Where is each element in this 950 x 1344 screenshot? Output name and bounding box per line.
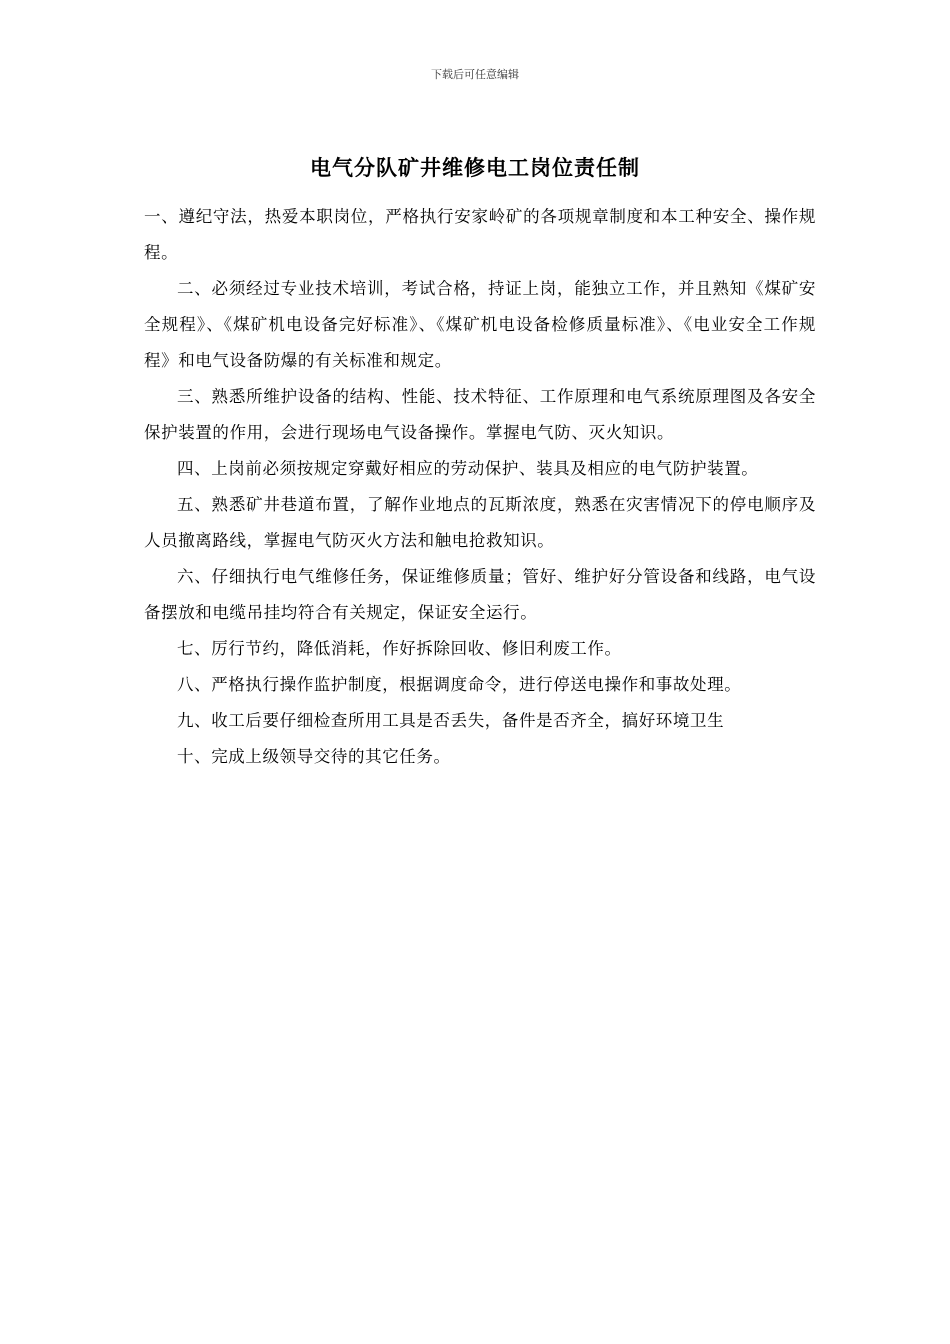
paragraph-7: 七、厉行节约，降低消耗，作好拆除回收、修旧利废工作。: [177, 639, 622, 658]
paragraph-2: 二、必须经过专业技术培训，考试合格，持证上岗，能独立工作，并且熟知《煤矿安全规程》、《煤矿机电设备完好标准》、《煤矿机电设备检修质量标准》、《电业安全工作规程》和电气设备防爆的有关标准和规定。: [144, 279, 816, 370]
paragraph-9: 九、收工后要仔细检查所用工具是否丢失，备件是否齐全，搞好环境卫生: [177, 711, 725, 730]
paragraph-8: 八、严格执行操作监护制度，根据调度命令，进行停送电操作和事故处理。: [177, 675, 742, 694]
paragraph-3: 三、熟悉所维护设备的结构、性能、技术特征、工作原理和电气系统原理图及各安全保护装置的作用，会进行现场电气设备操作。掌握电气防、灭火知识。: [144, 387, 816, 442]
document-body: [144, 199, 816, 775]
header-note: 下载后可任意编辑: [431, 68, 519, 81]
paragraph-5: 五、熟悉矿井巷道布置，了解作业地点的瓦斯浓度，熟悉在灾害情况下的停电顺序及人员撤离路线，掌握电气防灭火方法和触电抢救知识。: [144, 495, 816, 550]
paragraph-4: 四、上岗前必须按规定穿戴好相应的劳动保护、装具及相应的电气防护装置。: [177, 459, 759, 478]
paragraph-6: 六、仔细执行电气维修任务，保证维修质量；管好、维护好分管设备和线路，电气设备摆放和电缆吊挂均符合有关规定，保证安全运行。: [144, 567, 816, 622]
paragraph-1: 一、遵纪守法，热爱本职岗位，严格执行安家岭矿的各项规章制度和本工种安全、操作规程。: [144, 207, 816, 262]
paragraph-10: 十、完成上级领导交待的其它任务。: [177, 747, 451, 766]
document-title: 电气分队矿井维修电工岗位责任制: [310, 155, 640, 180]
